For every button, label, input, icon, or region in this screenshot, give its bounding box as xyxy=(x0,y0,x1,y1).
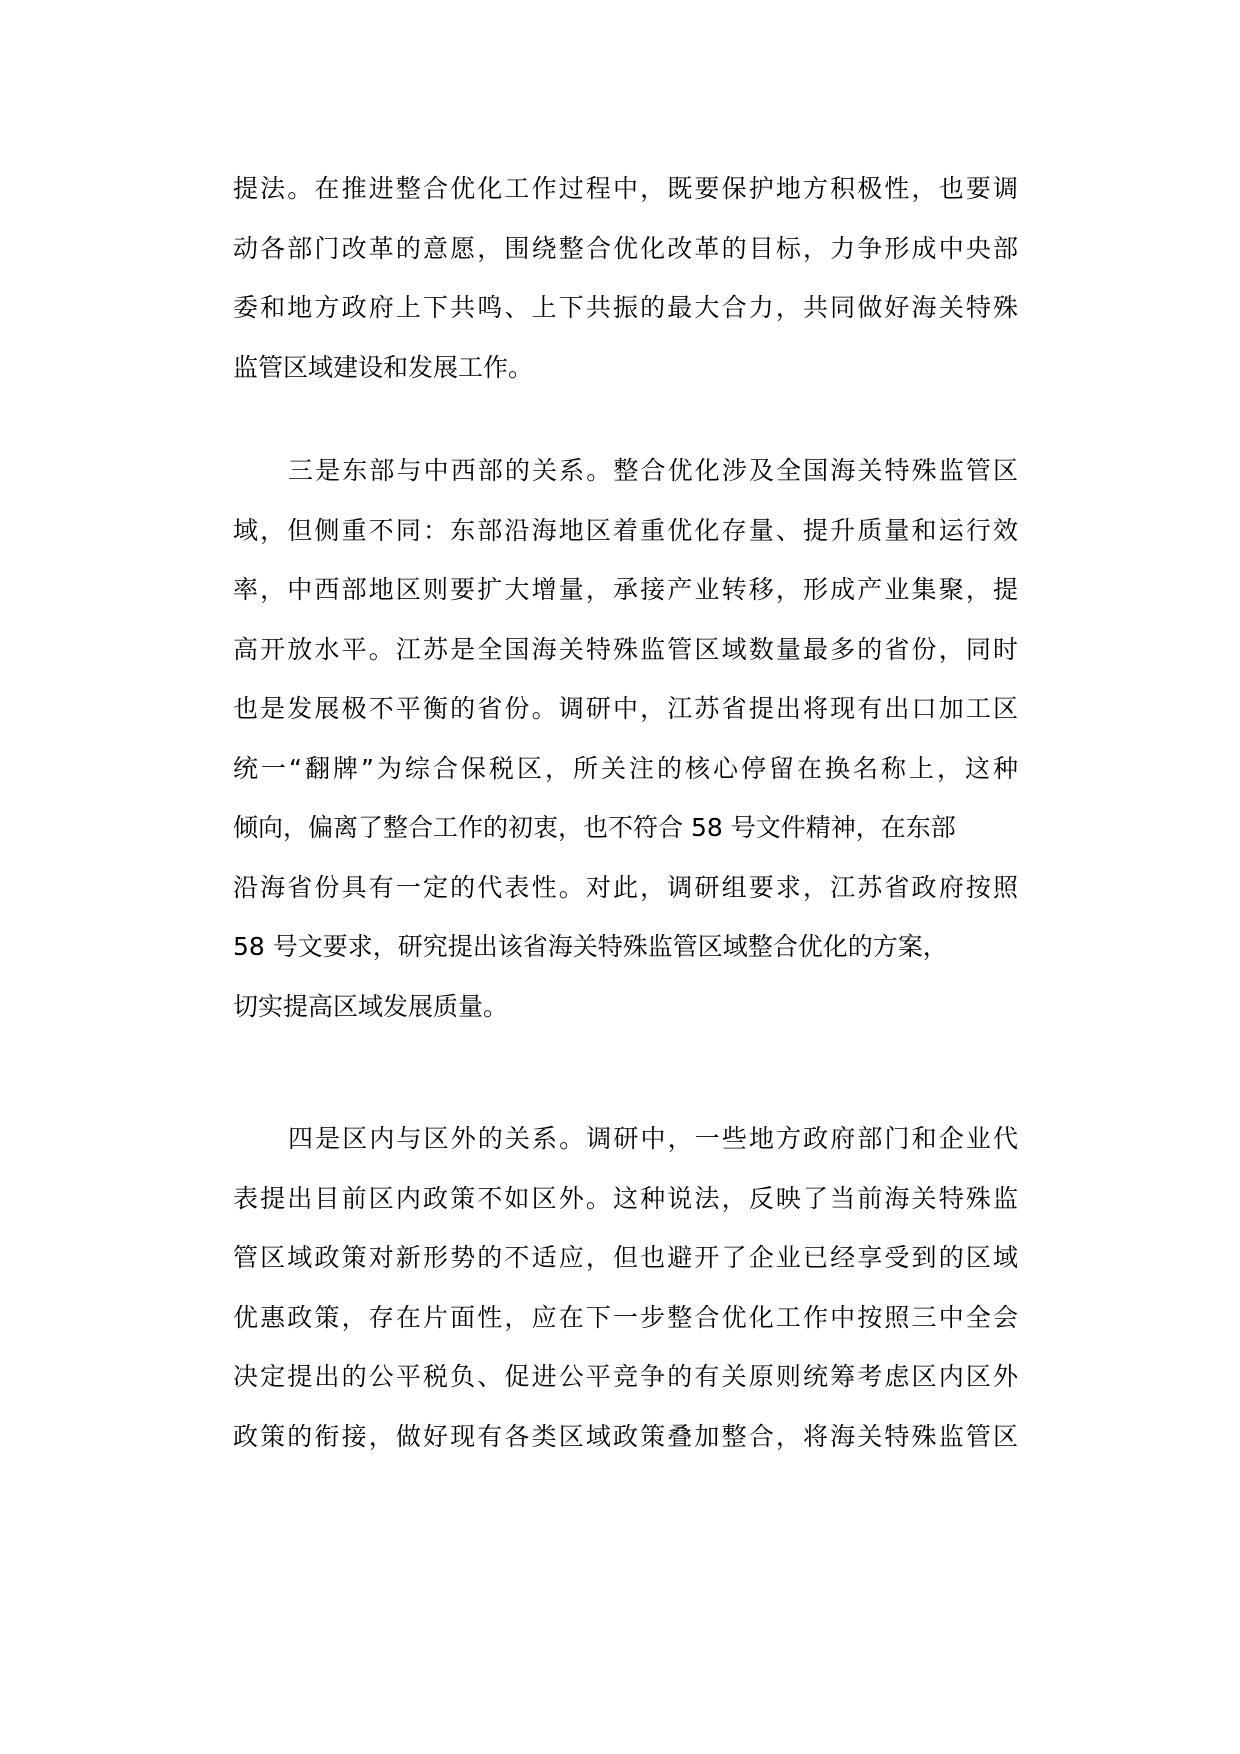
text-line: 高开放水平。江苏是全国海关特殊监管区域数量最多的省份，同时 xyxy=(233,634,1018,664)
text-line: 率，中西部地区则要扩大增量，承接产业转移，形成产业集聚，提 xyxy=(233,575,1018,604)
text-line: 监管区域建设和发展工作。 xyxy=(233,352,534,382)
text-line: 切实提高区域发展质量。 xyxy=(233,991,509,1021)
text-line: 政策的衔接，做好现有各类区域政策叠加整合，将海关特殊监管区 xyxy=(233,1421,1018,1451)
text-line: 提法。在推进整合优化工作过程中，既要保护地方积极性，也要调 xyxy=(233,174,1018,203)
paragraph-1 xyxy=(233,159,1018,397)
text-line: 决定提出的公平税负、促进公平竞争的有关原则统筹考虑区内区外 xyxy=(233,1362,1018,1391)
text-line: 沿海省份具有一定的代表性。对此，调研组要求，江苏省政府按照 xyxy=(233,872,1018,902)
text-line: 优惠政策，存在片面性，应在下一步整合优化工作中按照三中全会 xyxy=(233,1302,1018,1332)
text-line: 域，但侧重不同：东部沿海地区着重优化存量、提升质量和运行效 xyxy=(233,515,1018,545)
paragraph-2 xyxy=(233,441,1018,1036)
paragraph-3 xyxy=(233,1109,1018,1466)
text-line: 管区域政策对新形势的不适应，但也避开了企业已经享受到的区域 xyxy=(233,1243,1018,1272)
text-line: 动各部门改革的意愿，围绕整合优化改革的目标，力争形成中央部 xyxy=(233,233,1018,263)
text-line: 58 号文要求，研究提出该省海关特殊监管区域整合优化的方案， xyxy=(233,932,948,961)
text-line: 统一“翻牌”为综合保税区，所关注的核心停留在换名称上，这种 xyxy=(233,753,1018,783)
text-line: 委和地方政府上下共鸣、上下共振的最大合力，共同做好海关特殊 xyxy=(233,293,1018,322)
text-line: 三是东部与中西部的关系。整合优化涉及全国海关特殊监管区 xyxy=(288,456,1018,485)
text-line: 表提出目前区内政策不如区外。这种说法，反映了当前海关特殊监 xyxy=(233,1183,1018,1213)
text-line: 也是发展极不平衡的省份。调研中，江苏省提出将现有出口加工区 xyxy=(233,694,1018,723)
text-line: 倾向，偏离了整合工作的初衷，也不符合 58 号文件精神，在东部 xyxy=(233,813,956,842)
text-line: 四是区内与区外的关系。调研中，一些地方政府部门和企业代 xyxy=(288,1124,1018,1153)
